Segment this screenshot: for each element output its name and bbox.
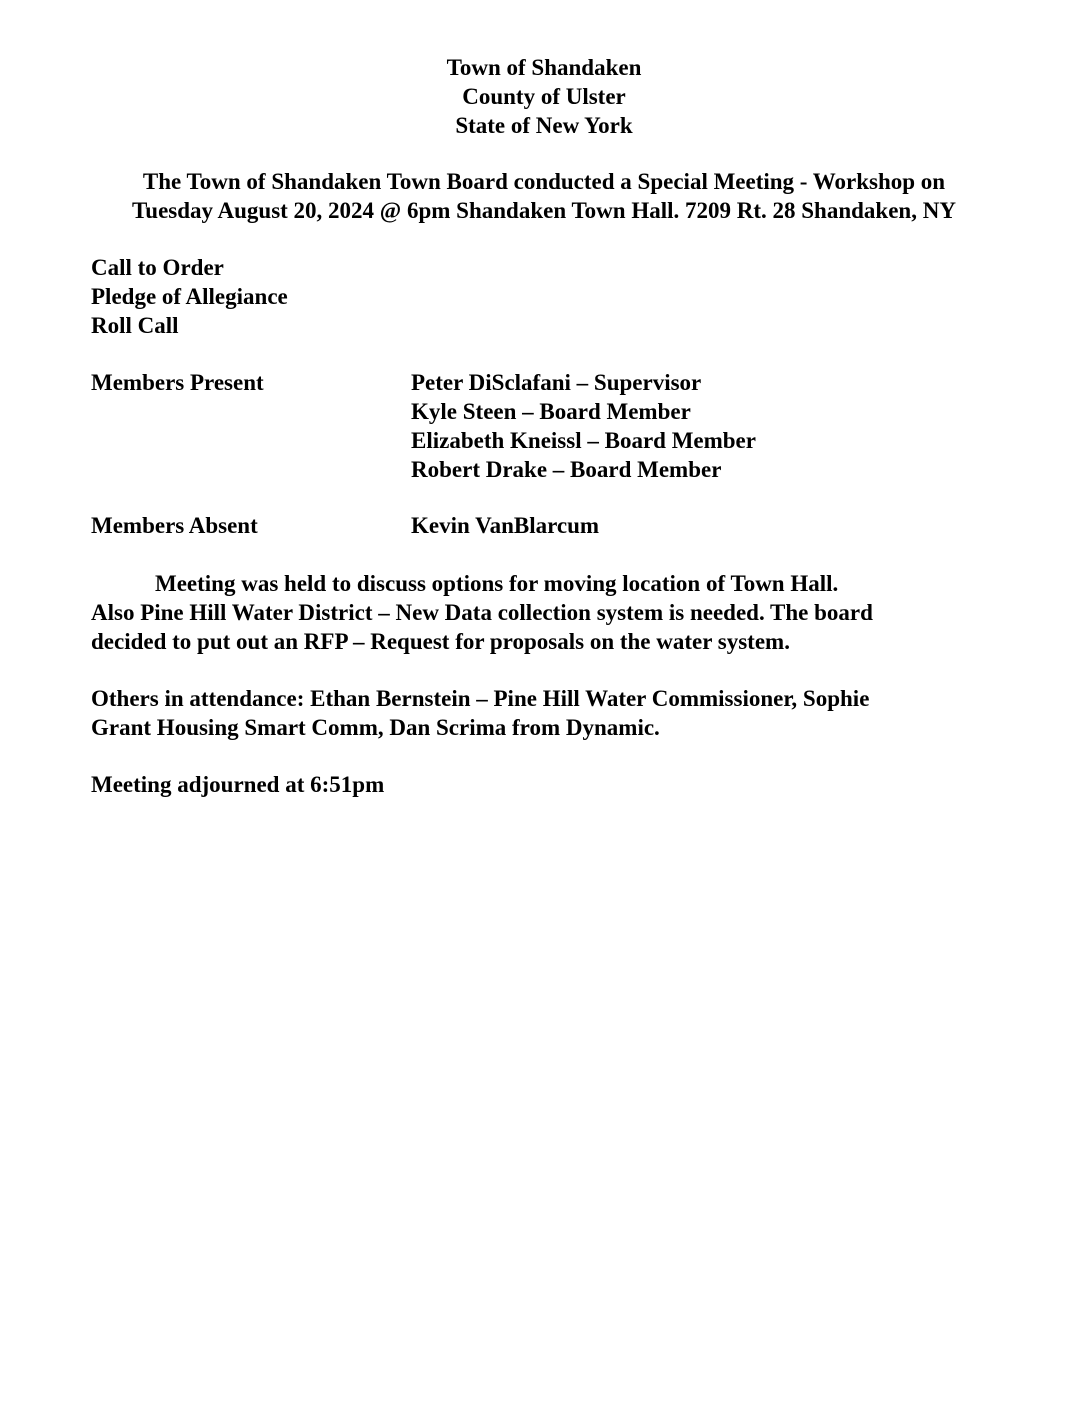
others-attendance-line: Grant Housing Smart Comm, Dan Scrima from Dynamic. <box>91 715 660 740</box>
members-present-list <box>411 368 756 484</box>
adjournment-text: Meeting adjourned at 6:51pm <box>91 772 385 797</box>
meeting-summary-line: Also Pine Hill Water District – New Data collection system is needed. The board <box>91 600 873 625</box>
meeting-intro <box>0 167 1088 225</box>
adjournment-section <box>91 770 991 799</box>
member-present-name: Robert Drake – Board Member <box>411 457 722 482</box>
agenda-list <box>91 253 288 340</box>
member-present-name: Elizabeth Kneissl – Board Member <box>411 428 756 453</box>
members-absent-list <box>411 511 599 540</box>
agenda-roll-call: Roll Call <box>91 313 179 338</box>
header-county: County of Ulster <box>462 84 626 109</box>
others-attendance-paragraph <box>91 684 991 742</box>
meeting-summary-line: decided to put out an RFP – Request for proposals on the water system. <box>91 629 790 654</box>
header-state: State of New York <box>455 113 633 138</box>
meeting-summary-line: Meeting was held to discuss options for moving location of Town Hall. <box>155 571 839 596</box>
intro-line-1: The Town of Shandaken Town Board conducted a Special Meeting - Workshop on <box>142 169 946 194</box>
member-present-name: Peter DiSclafani – Supervisor <box>411 370 702 395</box>
agenda-call-to-order: Call to Order <box>91 255 224 280</box>
document-header <box>0 53 1088 140</box>
members-present-label: Members Present <box>91 370 264 395</box>
member-absent-name: Kevin VanBlarcum <box>411 513 600 538</box>
intro-line-2: Tuesday August 20, 2024 @ 6pm Shandaken Town Hall. 7209 Rt. 28 Shandaken, NY <box>132 198 956 223</box>
meeting-summary-paragraph <box>91 569 991 656</box>
header-town: Town of Shandaken <box>446 55 642 80</box>
others-attendance-line: Others in attendance: Ethan Bernstein – Pine Hill Water Commissioner, Sophie <box>91 686 870 711</box>
members-absent-label: Members Absent <box>91 513 258 538</box>
member-present-name: Kyle Steen – Board Member <box>411 399 691 424</box>
agenda-pledge: Pledge of Allegiance <box>91 284 288 309</box>
